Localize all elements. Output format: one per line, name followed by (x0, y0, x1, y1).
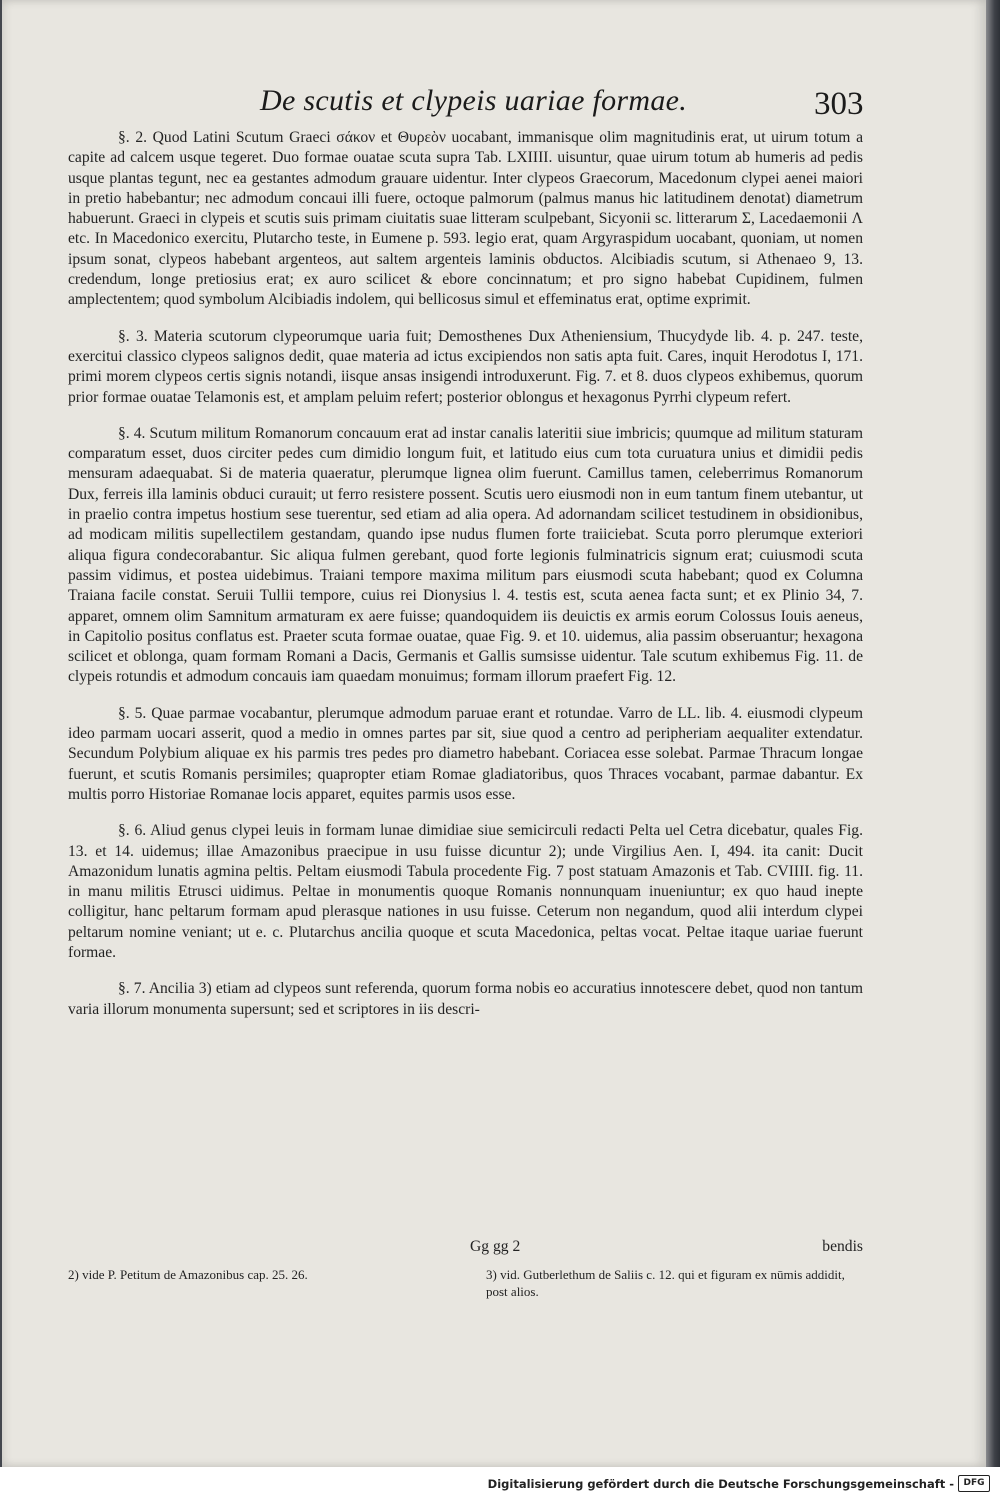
catchword: bendis (822, 1238, 863, 1255)
funding-footer (0, 1467, 1000, 1497)
paragraph-section-3: §. 3. Materia scutorum clypeorumque uaria fuit; Demosthenes Dux Atheniensium, Thucydyde lib. 4. p. 247. teste, exercitui classico clypeos salignos dedit, quae materia ad ictus excipiendos non satis apta fuit. Cares, inquit Herodotus I, 171. primi morem clypeos certis signis notandi, iisque ansas insigendi introduxerunt. Fig. 7. et 8. duos clypeos exhibemus, quorum prior formae ouatae Telamonis est, et amplam peluim refert; posterior oblongus et hexagonus Pyrrhi clypeum refert. (68, 327, 863, 406)
scan-edge (986, 0, 1000, 1467)
paragraph-section-7: §. 7. Ancilia 3) etiam ad clypeos sunt referenda, quorum forma nobis eo accuratius innotescere debet, quod non tantum varia illorum monumenta supersunt; sed et scriptores in iis descri- (68, 980, 863, 1018)
body-text (68, 128, 863, 1026)
funding-notice: Digitalisierung gefördert durch die Deutsche Forschungsgemeinschaft - (487, 1477, 954, 1491)
paragraph-section-6: §. 6. Aliud genus clypei leuis in formam lunae dimidiae siue semicirculi redacti Pelta uel Cetra dicebatur, quales Fig. 13. et 14. uidemus; illae Amazonibus praecipue in usu fuisse dicuntur 2); unde Virgilius Aen. I, 494. ita canit: Ducit Amazonidum lunatis agmina peltis. Peltam eiusmodi Tabula procedente Fig. 7 post statuam Amazonis et Tab. CVIIII. fig. 11. in manu militis Etrusci uidimus. Peltae in monumentis quoque Romanis nonnunquam inueniuntur; ex quo haud inepte colligitur, hanc peltarum formam apud plerasque nationes in usu fuisse. Ceterum non negandum, quod alii interdum clypei peltarum nomine veniant; ut e. c. Plutarchus ancilia quoque et scuta Macedonica, peltas vocat. Peltae itaque uariae fuerunt formae. (68, 822, 863, 961)
paragraph-section-4: §. 4. Scutum militum Romanorum concauum erat ad instar canalis lateritii siue imbricis; quumque ad militum staturam comparatum esset, duos circiter pedes cum dimidio longum fuit, et latitudo eius cum tota curuatura unius et dimidii pedis mensuram adaequabat. Si de materia quaeratur, plerumque lignea olim fuerunt. Camillus tamen, celeberrimus Romanorum Dux, ferreis illa laminis obduci curauit; ut ferro resistere possent. Scutis uero eiusmodi non in eum tantum finem utebantur, ut in praelio contra impetus hostium sese tuerentur, sed etiam ad alia opera. Ad adornandam scilicet testudinem in obsidionibus, ad modicam militis supellectilem gestandam, quando ipse nudus flumen forte traiiciebat. Scuta porro plerumque exteriori aliqua figura condecorabantur. Sic aliqua fulmen gerebant, quod forte legionis fulminatricis signum erat; cuiusmodi scuta passim vidimus, et postea uidebimus. Traiani tempore maxima militum pars eiusmodi scuta habebant; quod ex Columna Traiana facile constat. Seruii Tullii tempore, cuius rei Dionysius l. 4. testis est, scuta aenea facta sunt; et ex Plinio 34, 7. apparet, omnem olim Samnitum armaturam ex aere fuisse; quandoquidem iis deuictis ex armis eorum Colossus Iouis aeneus, in Capitolio positus conflatus est. Praeter scuta formae ouatae, quae Fig. 9. et 10. uidemus, alia passim obseruantur; hexagona scilicet et oblonga, quam formam Romani a Dacis, Germanis et Gallis sumsisse uidentur. Tale scutum exhibemus Fig. 11. de clypeis rotundis et admodum concauis iam quaedam monuimus; formam illorum praefert Fig. 12. (68, 424, 863, 686)
page-number: 303 (814, 86, 864, 122)
signature-row (68, 1238, 863, 1260)
footnote-2: 2) vide P. Petitum de Amazonibus cap. 25. 26. (68, 1267, 308, 1282)
running-title: De scutis et clypeis uariae formae. (260, 84, 688, 117)
footnote-3: 3) vid. Gutberlethum de Saliis c. 12. qui et figuram ex nūmis addidit, post alios. (486, 1267, 845, 1299)
printer-signature: Gg gg 2 (470, 1238, 521, 1255)
paragraph-section-5: §. 5. Quae parmae vocabantur, plerumque admodum paruae erant et rotundae. Varro de LL. lib. 4. eiusmodi clypeum ideo parmam uocari asserit, quod a medio in omnes partes par sit, siue quod a centro ad peripheriam aequaliter extendatur. Secundum Polybium aliquae ex his parmis tres pedes pro diametro habebant. Coriacea esse solebat. Parmae Thracum longae fuerunt, et scutis Romanis persimiles; quapropter etiam Romae gladiatoribus, quos Thraces vocabant, parmae dabantur. Ex multis porro Historiae Romanae locis apparet, equites parmis usos esse. (68, 704, 863, 803)
dfg-logo: DFG (958, 1475, 990, 1492)
paper-sheet (2, 0, 986, 1467)
paragraph-section-2: §. 2. Quod Latini Scutum Graeci σάκον et Θυρεὸν uocabant, immanisque olim magnitudinis erat, ut uirum totum a capite ad calcem usque tegeret. Duo formae ouatae scuta supra Tab. LXIIII. uisuntur, quae uirum totum ab humeris ad pedis usque plantas tegunt, nec ea gestantes admodum grauare uidentur. Inter clypeos Graecorum, Macedonum clypei aenei maiori in pretio habebantur; nec admodum concaui illi fuere, octoque palmorum (palmus manus hic latitudinem denotat) diametrum habuerunt. Graeci in clypeis et scutis suis primam ciuitatis suae litteram sculpebant, Sicyonii sc. litterarum Σ, Lacedaemonii Λ etc. In Macedonico exercitu, Plutarcho teste, in Eumene p. 593. legio erat, quam Argyraspidum uocabant, quoniam, ut nomen ipsum sonat, clypeos habebant argenteos, aut saltem argenteis laminis obductos. Alcibiadis scutum, si Athenaeo 9, 13. credendum, longe pretiosius erat; ex auro scilicet & ebore concinnatum; et pro signo habebat Cupidinem, fulmen amplectentem; quod symbolum Alcibiadis indolem, qui bellicosus simul et effeminatus erat, optime exprimit. (68, 129, 863, 309)
